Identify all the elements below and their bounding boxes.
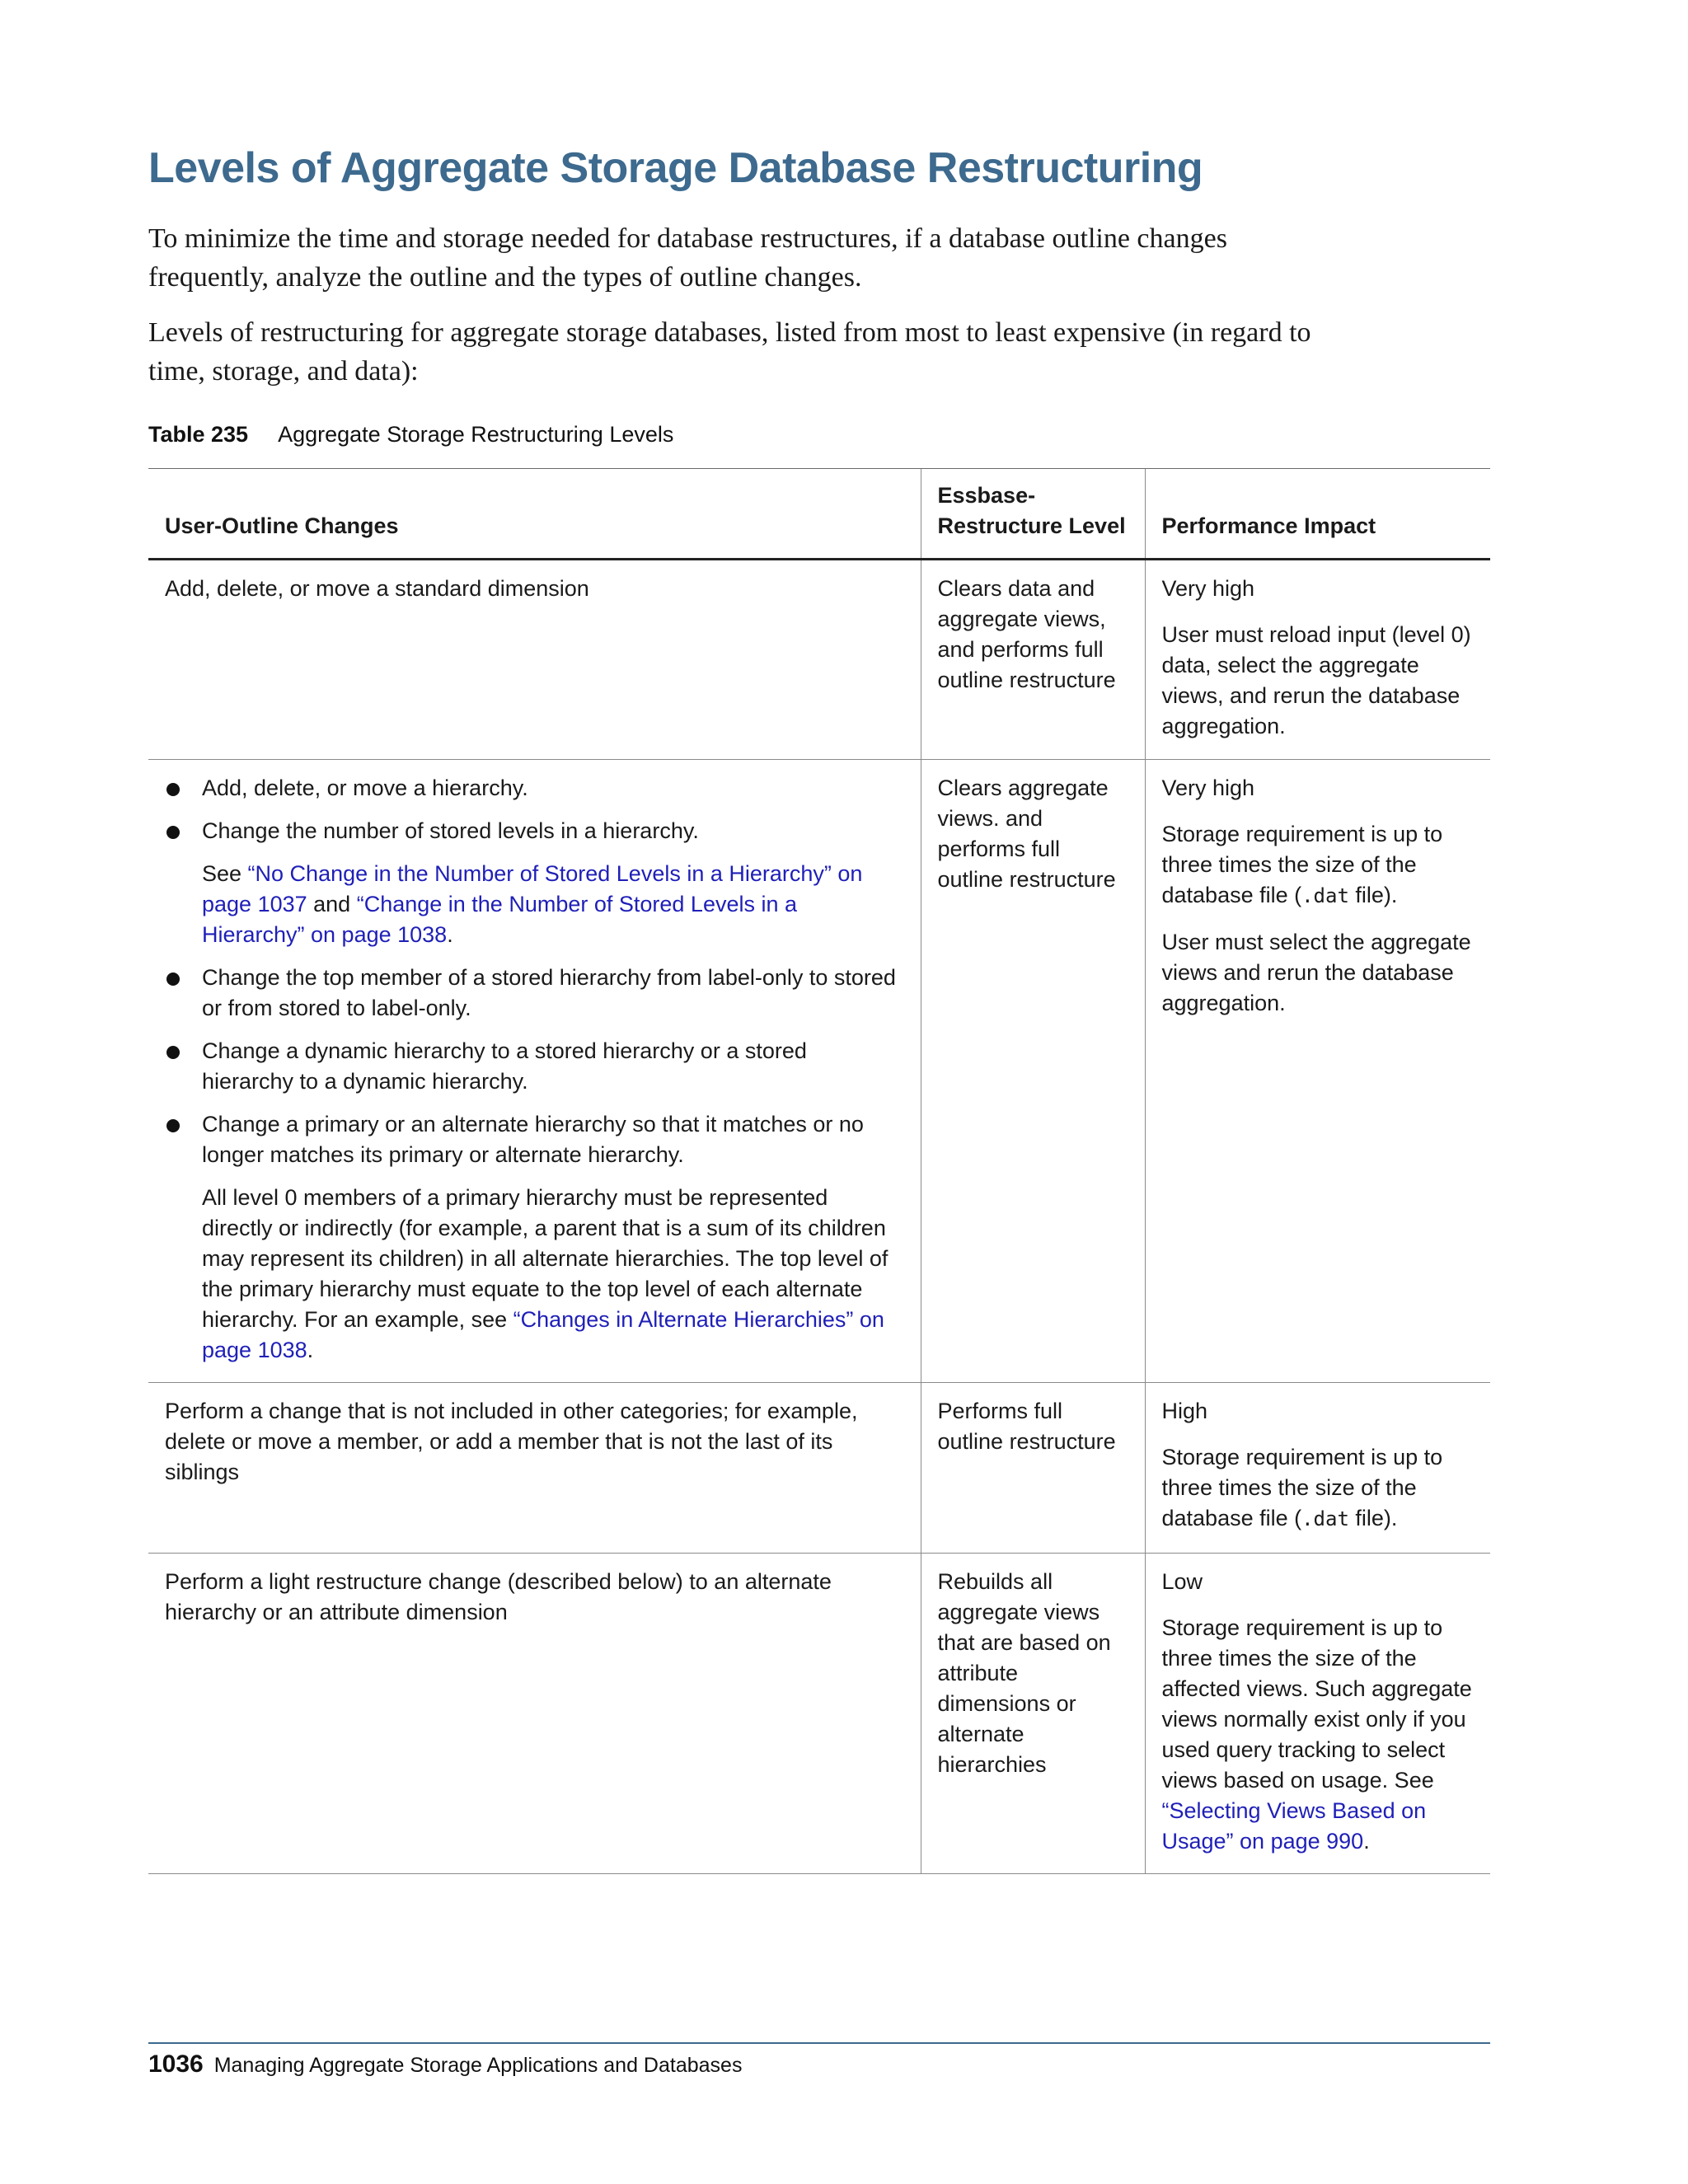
see-and: and	[307, 892, 357, 916]
change-cell	[148, 560, 921, 760]
page-footer	[148, 2050, 742, 2079]
impact-cell	[1145, 560, 1490, 760]
list-item: Change a dynamic hierarchy to a stored hierarchy or a stored hierarchy to a dynamic hierarchy.	[165, 1036, 904, 1097]
list-item: Change the number of stored levels in a hierarchy.	[165, 816, 904, 846]
impact-rating: Very high	[1161, 576, 1255, 601]
table-row	[148, 560, 1490, 760]
levels-paragraph: Levels of restructuring for aggregate storage databases, listed from most to least expensive (in regard to time, storage, and data):	[148, 317, 1311, 387]
header-restructure-level: Essbase-Restructure Level	[921, 469, 1145, 560]
list-item: Add, delete, or move a hierarchy.	[165, 773, 904, 804]
note-end: .	[307, 1338, 314, 1362]
restructuring-levels-table	[148, 468, 1490, 1874]
impact-rating: Low	[1161, 1569, 1203, 1594]
intro-paragraph: To minimize the time and storage needed for database restructures, if a database outline changes frequently, analyze the outline and the types of outline changes.	[148, 223, 1227, 293]
level-cell	[921, 560, 1145, 760]
table-caption-title: Aggregate Storage Restructuring Levels	[278, 422, 674, 447]
storage-text: Storage requirement is up to three times the size of the database file (	[1161, 1445, 1443, 1530]
list-item: Change the top member of a stored hierarchy from label-only to stored or from stored to label-only.	[165, 963, 904, 1024]
impact-detail: User must select the aggregate views and rerun the database aggregation.	[1161, 930, 1471, 1015]
see-also-note	[165, 859, 904, 950]
page-title: Levels of Aggregate Storage Database Restructuring	[148, 144, 1203, 192]
level-cell	[921, 760, 1145, 1383]
storage-text-end: file).	[1348, 883, 1398, 907]
impact-storage	[1162, 1442, 1475, 1535]
table-row	[148, 760, 1490, 1383]
table-header-row	[148, 469, 1490, 560]
level-text: Clears aggregate views. and performs full outline restructure	[937, 776, 1116, 892]
level-cell	[921, 1383, 1145, 1554]
storage-text: Storage requirement is up to three times the size of the database file (	[1161, 822, 1443, 907]
table-caption	[148, 422, 673, 448]
footer-chapter-title: Managing Aggregate Storage Applications and Databases	[213, 2054, 743, 2077]
change-text: Perform a light restructure change (described below) to an alternate hierarchy or an attribute dimension	[165, 1569, 832, 1624]
level-text: Clears data and aggregate views, and performs full outline restructure	[937, 576, 1116, 692]
change-cell	[148, 1554, 921, 1874]
note-text: All level 0 members of a primary hierarchy must be represented directly or indirectly (for example, a parent that is a sum of its children may represent its children) in all alternate hierarchies. The top level of the primary hierarchy must equate to the top level of each alternate hierarchy. For an example, see	[202, 1185, 889, 1332]
level-cell	[921, 1554, 1145, 1874]
dat-code: .dat	[1301, 1507, 1349, 1530]
footer-rule	[148, 2042, 1490, 2044]
change-cell	[148, 760, 921, 1383]
change-text: Perform a change that is not included in other categories; for example, delete or move a member, or add a member that is not the last of its siblings	[165, 1399, 858, 1484]
change-text: Add, delete, or move a standard dimension	[165, 576, 589, 601]
header-performance-impact: Performance Impact	[1145, 469, 1490, 560]
alternate-hierarchy-note	[165, 1183, 904, 1366]
list-item: Change a primary or an alternate hierarchy so that it matches or no longer matches its primary or alternate hierarchy.	[165, 1109, 904, 1170]
change-bullet-list	[165, 963, 904, 1170]
level-text: Rebuilds all aggregate views that are based on attribute dimensions or alternate hierarchies	[937, 1569, 1111, 1777]
link-no-change-stored-levels[interactable]: “No Change in the Number of Stored Levels in a Hierarchy” on page 1037	[202, 861, 863, 916]
table-row	[148, 1383, 1490, 1554]
impact-rating: High	[1161, 1399, 1208, 1423]
table-row	[148, 1554, 1490, 1874]
impact-detail	[1162, 1613, 1475, 1857]
link-changes-alternate-hierarchies[interactable]: “Changes in Alternate Hierarchies” on page 1038	[202, 1307, 884, 1362]
storage-text-end: file).	[1348, 1506, 1398, 1530]
level-text: Performs full outline restructure	[937, 1399, 1116, 1454]
change-cell	[148, 1383, 921, 1554]
link-change-stored-levels[interactable]: “Change in the Number of Stored Levels in a Hierarchy” on page 1038	[202, 892, 798, 947]
see-prefix: See	[202, 861, 248, 886]
dat-code: .dat	[1301, 884, 1349, 907]
impact-detail-text: Storage requirement is up to three times the size of the affected views. Such aggregate views normally exist only if you used query tracking to select views based on usage. See	[1161, 1615, 1472, 1793]
see-end: .	[447, 922, 453, 947]
header-user-outline-changes: User-Outline Changes	[148, 469, 921, 560]
impact-cell	[1145, 1554, 1490, 1874]
change-bullet-list	[165, 773, 904, 846]
impact-cell	[1145, 1383, 1490, 1554]
impact-detail: User must reload input (level 0) data, select the aggregate views, and rerun the database aggregation.	[1161, 622, 1471, 738]
link-selecting-views-usage[interactable]: “Selecting Views Based on Usage” on page 990	[1161, 1798, 1427, 1854]
impact-cell	[1145, 760, 1490, 1383]
impact-storage	[1162, 819, 1475, 912]
table-caption-number: Table 235	[148, 422, 249, 447]
impact-rating: Very high	[1161, 776, 1255, 800]
page-number: 1036	[148, 2050, 204, 2078]
impact-detail-end: .	[1363, 1829, 1370, 1854]
